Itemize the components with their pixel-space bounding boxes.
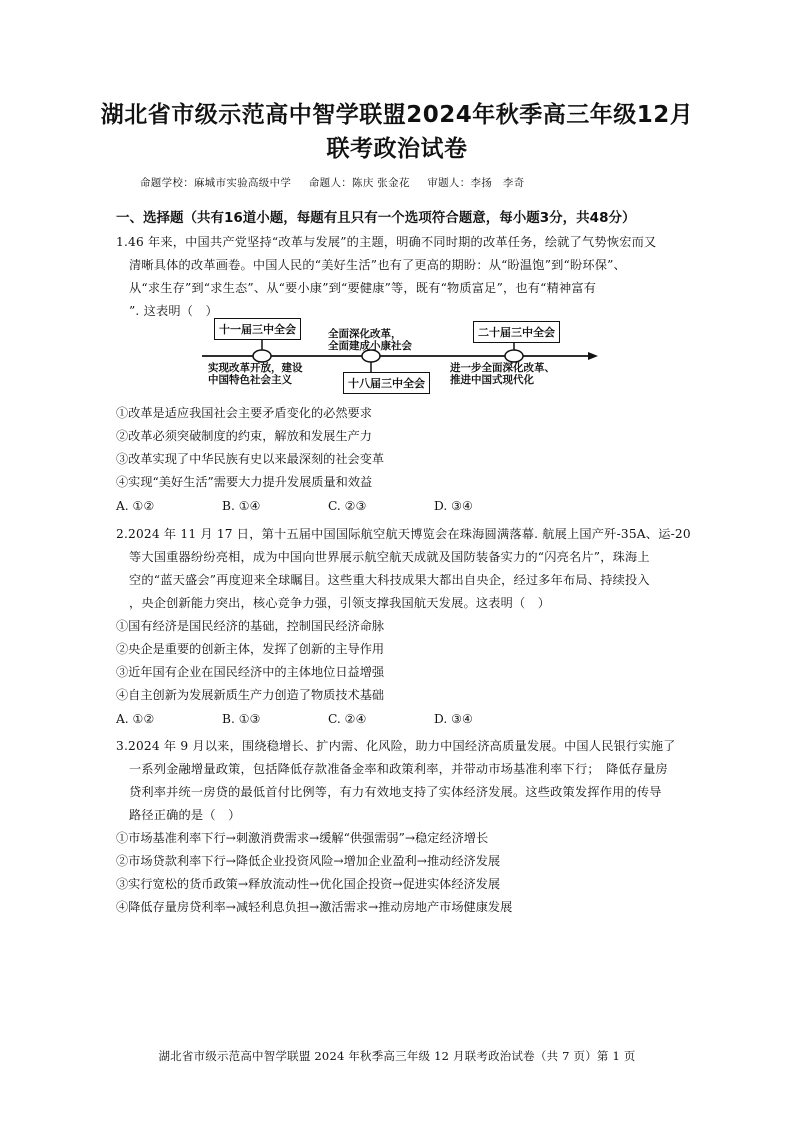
timeline-node <box>505 350 523 362</box>
q2-line: 等大国重器纷纷亮相，成为中国向世界展示航空航天成就及国防装备实力的“闪亮名片”，珠海上 <box>129 550 650 564</box>
choice-a: A. ①② <box>116 712 155 726</box>
q2-option: ③近年国有企业在国民经济中的主体地位日益增强 <box>116 665 385 679</box>
exam-title-line1: 湖北省市级示范高中智学联盟2024年秋季高三年级12月 <box>100 102 694 128</box>
q3-option: ①市场基准利率下行→刺激消费需求→缓解“供强需弱”→稳定经济增长 <box>116 831 489 845</box>
school-text: 命题学校：麻城市实验高级中学 <box>140 177 292 189</box>
q2-line: ，央企创新能力突出，核心竞争力强，引领支撑我国航天发展。这表明（ ） <box>129 596 551 610</box>
q2-option: ①国有经济是国民经济的基础，控制国民经济命脉 <box>116 619 385 633</box>
box-eleventh-plenum: 十一届三中全会 <box>214 318 301 340</box>
left-text <box>208 362 303 386</box>
mid-text <box>328 328 412 352</box>
reviewer-text: 审题人：李扬 李奇 <box>427 177 525 189</box>
author-text: 命题人：陈庆 张金花 <box>308 177 410 189</box>
right-text-2: 推进中国式现代化 <box>450 374 534 386</box>
page-footer: 湖北省市级示范高中智学联盟 2024 年秋季高三年级 12 月联考政治试卷（共 7 页）第 1 页 <box>158 1049 636 1063</box>
choice-d: D. ③④ <box>434 712 473 726</box>
q1-option: ④实现“美好生活”需要大力提升发展质量和效益 <box>116 475 373 489</box>
right-text <box>450 362 555 386</box>
q1-option: ①改革是适应我国社会主要矛盾变化的必然要求 <box>116 406 372 420</box>
mid-text-1: 全面深化改革， <box>328 328 402 340</box>
right-text-1: 进一步全面深化改革、 <box>450 362 555 374</box>
q2-line: 2.2024 年 11 月 17 日，第十五届中国国际航空航天博览会在珠海圆满落幕. 航展上国产歼-35A、运-20 <box>116 527 691 541</box>
left-text-2: 中国特色社会主义 <box>208 374 292 386</box>
q3-option: ④降低存量房贷利率→减轻利息负担→激活需求→推动房地产市场健康发展 <box>116 900 513 914</box>
q1-line: 清晰具体的改革画卷。中国人民的“美好生活”也有了更高的期盼：从“盼温饱”到“盼环保”、 <box>129 258 626 272</box>
choice-c: C. ②③ <box>328 499 367 513</box>
box-twentieth-plenum: 二十届三中全会 <box>473 321 560 343</box>
q3-option: ③实行宽松的货币政策→释放流动性→优化国企投资→促进实体经济发展 <box>116 877 501 891</box>
reform-timeline-diagram <box>200 318 600 398</box>
q3-line: 3.2024 年 9 月以来，围绕稳增长、扩内需、化风险，助力中国经济高质量发展。中国人民银行实施了 <box>116 739 676 753</box>
q1-line: 从“求生存”到“求生态”、从“要小康”到“要健康”等，既有“物质富足”，也有“精神富有 <box>129 281 597 295</box>
timeline-arrowhead <box>588 352 598 360</box>
choice-c: C. ②④ <box>328 712 367 726</box>
choice-d: D. ③④ <box>434 499 473 513</box>
exam-title-line2: 联考政治试卷 <box>326 136 468 162</box>
q2-option: ②央企是重要的创新主体，发挥了创新的主导作用 <box>116 642 385 656</box>
q1-option: ②改革必须突破制度的约束，解放和发展生产力 <box>116 429 372 443</box>
timeline-node <box>253 350 271 362</box>
left-text-1: 实现改革开放，建设 <box>208 362 303 374</box>
q2-choices <box>116 712 676 726</box>
choice-a: A. ①② <box>116 499 155 513</box>
choice-b: B. ①④ <box>222 499 261 513</box>
q1-line: 1.46 年来，中国共产党坚持“改革与发展”的主题，明确不同时期的改革任务，绘就了气势恢宏而又 <box>116 235 657 249</box>
q2-option: ④自主创新为发展新质生产力创造了物质技术基础 <box>116 688 385 702</box>
q1-option: ③改革实现了中华民族有史以来最深刻的社会变革 <box>116 452 385 466</box>
q1-line: ”. 这表明（ ） <box>129 304 218 318</box>
choice-b: B. ①③ <box>222 712 261 726</box>
q3-option: ②市场贷款利率下行→降低企业投资风险→增加企业盈利→推动经济发展 <box>116 854 501 868</box>
q2-line: 空的“蓝天盛会”再度迎来全球瞩目。这些重大科技成果大都出自央企，经过多年布局、持续投入 <box>129 573 650 587</box>
q3-line: 路径正确的是（ ） <box>129 808 241 822</box>
exam-meta <box>140 175 539 190</box>
mid-text-2: 全面建成小康社会 <box>328 340 412 352</box>
q3-line: 一系列金融增量政策，包括降低存款准备金率和政策利率，并带动市场基准利率下行； 降低存量房 <box>129 762 668 776</box>
q3-line: 贷利率并统一房贷的最低首付比例等，有力有效地支持了实体经济发展。这些政策发挥作用的传导 <box>129 785 662 799</box>
box-eighteenth-plenum: 十八届三中全会 <box>343 372 430 394</box>
section-heading: 一、选择题（共有16道小题，每题有且只有一个选项符合题意，每小题3分，共48分） <box>116 210 636 226</box>
q1-choices <box>116 499 676 513</box>
